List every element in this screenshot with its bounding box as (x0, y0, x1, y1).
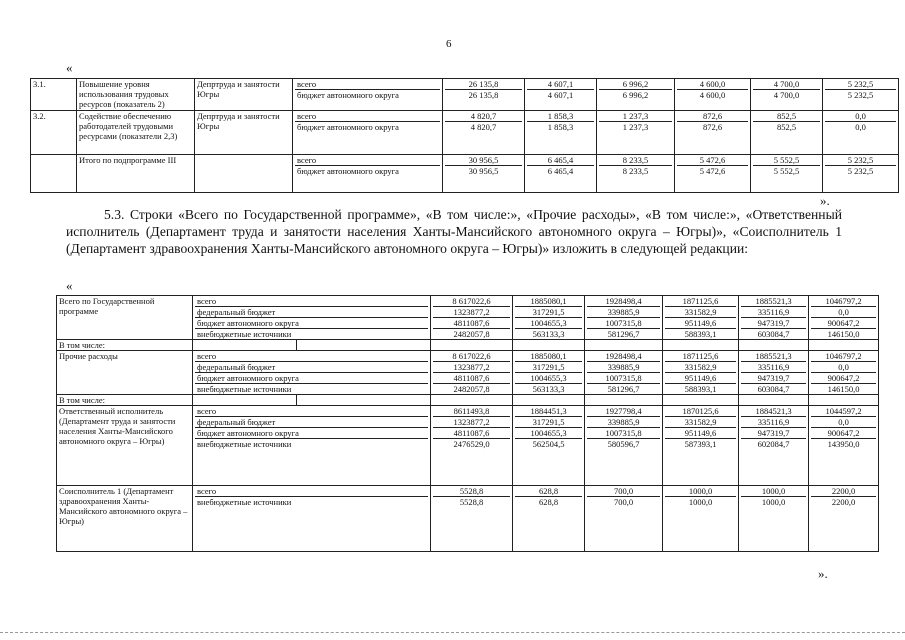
subprogram-table (30, 78, 899, 193)
value-column (809, 296, 879, 340)
value-column (823, 79, 899, 111)
table-row (31, 111, 899, 155)
value-cell: 8 233,5 (622, 166, 649, 176)
value-cell: 1323877,2 (433, 307, 510, 318)
value-cell: 4 607,1 (527, 79, 594, 90)
value-column (675, 155, 751, 193)
value-cell: 4 700,0 (753, 79, 820, 90)
value-cell: 951149,6 (665, 318, 736, 329)
source-label: бюджет автономного округа (297, 90, 399, 100)
value-cell: 5528,8 (433, 486, 510, 497)
value-cell: 0,0 (811, 417, 876, 428)
value-cell: 317291,5 (515, 362, 582, 373)
value-cell: 1007315,8 (587, 373, 660, 384)
value-cell: 1885080,1 (515, 296, 582, 307)
measure-name: Содействие обеспечению работодателей трудовыми ресурсами (показатели 2,3) (77, 111, 195, 155)
value-column (751, 79, 823, 111)
empty-cell (513, 340, 585, 351)
row-label: В том числе: (57, 340, 193, 351)
source-label: всего (195, 296, 428, 307)
value-cell: 700,0 (613, 497, 634, 507)
value-cell: 5 232,5 (847, 90, 874, 100)
executor (195, 155, 293, 193)
row-number: 3.1. (31, 79, 77, 111)
value-column (431, 351, 513, 395)
source-label: федеральный бюджет (195, 417, 428, 428)
value-cell: 30 956,5 (445, 155, 522, 166)
value-cell: 1 237,3 (599, 111, 672, 122)
empty-cell (297, 395, 431, 406)
empty-cell (513, 395, 585, 406)
value-cell: 628,8 (515, 486, 582, 497)
value-cell: 2200,0 (811, 486, 876, 497)
funding-sources (293, 79, 443, 111)
table-row (31, 155, 899, 193)
value-cell: 26 135,8 (445, 79, 522, 90)
value-column (809, 351, 879, 395)
value-cell: 331582,9 (665, 307, 736, 318)
value-cell: 563133,3 (532, 384, 565, 394)
value-cell: 900647,2 (811, 373, 876, 384)
close-quote: ». (820, 193, 830, 208)
value-cell: 700,0 (587, 486, 660, 497)
funding-sources (293, 155, 443, 193)
source-label: всего (195, 486, 428, 497)
measure-name: Повышение уровня использования трудовых ресурсов (показатель 2) (77, 79, 195, 111)
page-number: 6 (446, 38, 452, 50)
value-column (663, 486, 739, 552)
value-cell: 335116,9 (741, 417, 806, 428)
value-cell: 947319,7 (741, 318, 806, 329)
value-column (751, 155, 823, 193)
value-column (431, 296, 513, 340)
source-label: всего (295, 111, 440, 122)
value-cell: 581296,7 (607, 329, 640, 339)
value-cell: 6 996,2 (599, 79, 672, 90)
value-column (443, 155, 525, 193)
open-quote: « (66, 278, 73, 293)
value-cell: 339885,9 (587, 307, 660, 318)
value-cell: 1000,0 (761, 497, 786, 507)
source-label: всего (195, 351, 428, 362)
value-cell: 603084,7 (757, 384, 790, 394)
value-cell: 6 996,2 (622, 90, 649, 100)
value-cell: 143950,0 (827, 439, 860, 449)
value-cell: 872,6 (702, 122, 723, 132)
value-cell: 5 472,6 (677, 155, 748, 166)
source-label: всего (295, 79, 440, 90)
value-cell: 603084,7 (757, 329, 790, 339)
row-label: Соисполнитель 1 (Департамент здравоохранения Ханты-Мансийского автономного округа – Югры) (57, 486, 193, 552)
funding-sources (193, 406, 431, 486)
value-cell: 1004655,3 (515, 428, 582, 439)
row-label: В том числе: (57, 395, 193, 406)
row-number (31, 155, 77, 193)
value-cell: 1000,0 (741, 486, 806, 497)
value-column (675, 111, 751, 155)
empty-cell (739, 395, 809, 406)
value-cell: 6 465,4 (547, 166, 574, 176)
value-cell: 947319,7 (741, 373, 806, 384)
value-column (513, 406, 585, 486)
empty-cell (431, 340, 513, 351)
value-column (739, 406, 809, 486)
value-cell: 852,5 (753, 111, 820, 122)
value-cell: 146150,0 (827, 329, 860, 339)
value-column (525, 111, 597, 155)
source-label: бюджет автономного округа (297, 122, 399, 132)
source-label: всего (195, 406, 428, 417)
row-label: Прочие расходы (57, 351, 193, 395)
value-cell: 1007315,8 (587, 428, 660, 439)
value-cell: 581296,7 (607, 384, 640, 394)
value-cell: 339885,9 (587, 417, 660, 428)
close-quote: ». (818, 566, 828, 581)
program-table (56, 295, 879, 552)
executor: Депртруда и занятости Югры (195, 79, 293, 111)
value-cell: 0,0 (855, 122, 866, 132)
value-cell: 1046797,2 (811, 351, 876, 362)
source-label: федеральный бюджет (195, 307, 428, 318)
value-cell: 5 232,5 (825, 79, 896, 90)
value-cell: 1871125,6 (665, 351, 736, 362)
value-cell: 1007315,8 (587, 318, 660, 329)
value-cell: 900647,2 (811, 318, 876, 329)
value-column (739, 486, 809, 552)
value-column (513, 296, 585, 340)
value-column (751, 111, 823, 155)
value-cell: 1884521,3 (741, 406, 806, 417)
value-column (431, 406, 513, 486)
source-label: всего (295, 155, 440, 166)
table-row (57, 406, 879, 486)
measure-name: Итого по подпрограмме III (77, 155, 195, 193)
value-cell: 628,8 (538, 497, 559, 507)
value-cell: 1 237,3 (622, 122, 649, 132)
value-column (585, 406, 663, 486)
value-column (823, 111, 899, 155)
empty-cell (431, 395, 513, 406)
row-label: Ответственный исполнитель (Департамент труда и занятости населения Ханты-Мансийского автономного округа – Югры) (57, 406, 193, 486)
value-column (663, 406, 739, 486)
funding-sources (293, 111, 443, 155)
value-cell: 0,0 (825, 111, 896, 122)
value-cell: 562504,5 (532, 439, 565, 449)
source-label: бюджет автономного округа (195, 318, 428, 329)
value-cell: 317291,5 (515, 417, 582, 428)
value-cell: 8611493,8 (433, 406, 510, 417)
value-cell: 1000,0 (688, 497, 713, 507)
empty-cell (739, 340, 809, 351)
table-row (57, 486, 879, 552)
value-cell: 335116,9 (741, 362, 806, 373)
source-label: внебюджетные источники (197, 439, 292, 449)
value-cell: 317291,5 (515, 307, 582, 318)
empty-cell (809, 395, 879, 406)
table-row (57, 351, 879, 395)
empty-cell (663, 395, 739, 406)
empty-cell (663, 340, 739, 351)
value-cell: 8 617022,6 (433, 296, 510, 307)
value-cell: 4811087,6 (433, 373, 510, 384)
value-cell: 5528,8 (459, 497, 484, 507)
value-cell: 951149,6 (665, 373, 736, 384)
value-cell: 1871125,6 (665, 296, 736, 307)
value-cell: 335116,9 (741, 307, 806, 318)
source-label: внебюджетные источники (197, 497, 292, 507)
value-column (809, 486, 879, 552)
funding-sources (193, 351, 431, 395)
value-cell: 0,0 (811, 307, 876, 318)
value-cell: 1885080,1 (515, 351, 582, 362)
open-quote: « (66, 60, 73, 75)
value-column (513, 486, 585, 552)
row-number: 3.2. (31, 111, 77, 155)
value-cell: 1004655,3 (515, 318, 582, 329)
value-cell: 602084,7 (757, 439, 790, 449)
value-cell: 6 465,4 (527, 155, 594, 166)
value-column (525, 79, 597, 111)
value-cell: 146150,0 (827, 384, 860, 394)
value-cell: 5 232,5 (825, 155, 896, 166)
empty-cell (809, 340, 879, 351)
funding-sources (193, 296, 431, 340)
value-column (443, 79, 525, 111)
executor: Депртруда и занятости Югры (195, 111, 293, 155)
value-cell: 852,5 (776, 122, 797, 132)
value-cell: 2482057,8 (453, 384, 490, 394)
empty-cell (193, 395, 297, 406)
source-label: бюджет автономного округа (297, 166, 399, 176)
value-cell: 588393,1 (684, 329, 717, 339)
empty-cell (297, 340, 431, 351)
value-cell: 2200,0 (831, 497, 856, 507)
value-cell: 4 607,1 (547, 90, 574, 100)
value-cell: 1 858,3 (547, 122, 574, 132)
value-column (597, 155, 675, 193)
source-label: бюджет автономного округа (195, 373, 428, 384)
source-label: федеральный бюджет (195, 362, 428, 373)
value-cell: 900647,2 (811, 428, 876, 439)
value-column (585, 351, 663, 395)
value-cell: 4 700,0 (773, 90, 800, 100)
value-cell: 4 820,7 (470, 122, 497, 132)
value-cell: 872,6 (677, 111, 748, 122)
value-cell: 8 233,5 (599, 155, 672, 166)
source-label: внебюджетные источники (197, 384, 292, 394)
value-cell: 4 600,0 (677, 79, 748, 90)
value-cell: 1004655,3 (515, 373, 582, 384)
value-cell: 1928498,4 (587, 296, 660, 307)
value-cell: 1884451,3 (515, 406, 582, 417)
value-cell: 5 472,6 (699, 166, 726, 176)
value-cell: 1323877,2 (433, 362, 510, 373)
value-cell: 1870125,6 (665, 406, 736, 417)
value-cell: 339885,9 (587, 362, 660, 373)
value-cell: 1044597,2 (811, 406, 876, 417)
value-column (739, 351, 809, 395)
value-column (431, 486, 513, 552)
value-column (823, 155, 899, 193)
amendment-paragraph: 5.3. Строки «Всего по Государственной программе», «В том числе:», «Прочие расходы», «В том числе:», «Ответственный исполнитель (Департамент труда и занятости населения Ханты-Мансийского автономного округа – Югры)», «Соисполнитель 1 (Департамент здравоохранения Ханты-Мансийского автономного округа – Югры)» изложить в следующей редакции: (66, 207, 842, 256)
value-cell: 26 135,8 (468, 90, 499, 100)
table-row (57, 340, 879, 351)
empty-cell (193, 340, 297, 351)
value-cell: 5 232,5 (847, 166, 874, 176)
value-cell: 4811087,6 (433, 428, 510, 439)
value-cell: 5 552,5 (773, 166, 800, 176)
table-row (57, 395, 879, 406)
source-label: внебюджетные источники (197, 329, 292, 339)
value-cell: 947319,7 (741, 428, 806, 439)
scan-edge (0, 632, 905, 633)
value-cell: 580596,7 (607, 439, 640, 449)
value-cell: 2476529,0 (453, 439, 490, 449)
table-row (57, 296, 879, 340)
row-label: Всего по Государственной программе (57, 296, 193, 340)
value-cell: 30 956,5 (468, 166, 499, 176)
value-cell: 587393,1 (684, 439, 717, 449)
source-label: бюджет автономного округа (195, 428, 428, 439)
value-column (513, 351, 585, 395)
value-cell: 1323877,2 (433, 417, 510, 428)
value-column (597, 111, 675, 155)
value-column (809, 406, 879, 486)
empty-cell (585, 395, 663, 406)
value-cell: 1046797,2 (811, 296, 876, 307)
value-cell: 1928498,4 (587, 351, 660, 362)
value-cell: 951149,6 (665, 428, 736, 439)
value-column (739, 296, 809, 340)
value-cell: 4 820,7 (445, 111, 522, 122)
value-column (597, 79, 675, 111)
empty-cell (585, 340, 663, 351)
funding-sources (193, 486, 431, 552)
value-cell: 1000,0 (665, 486, 736, 497)
value-cell: 8 617022,6 (433, 351, 510, 362)
value-column (663, 296, 739, 340)
value-cell: 2482057,8 (453, 329, 490, 339)
value-column (443, 111, 525, 155)
value-column (585, 486, 663, 552)
value-column (675, 79, 751, 111)
value-cell: 331582,9 (665, 362, 736, 373)
value-cell: 331582,9 (665, 417, 736, 428)
value-column (663, 351, 739, 395)
value-cell: 588393,1 (684, 384, 717, 394)
value-cell: 5 552,5 (753, 155, 820, 166)
value-cell: 1885521,3 (741, 351, 806, 362)
value-cell: 0,0 (811, 362, 876, 373)
value-column (585, 296, 663, 340)
value-column (525, 155, 597, 193)
value-cell: 1927798,4 (587, 406, 660, 417)
value-cell: 563133,3 (532, 329, 565, 339)
value-cell: 4811087,6 (433, 318, 510, 329)
value-cell: 1885521,3 (741, 296, 806, 307)
table-row (31, 79, 899, 111)
value-cell: 1 858,3 (527, 111, 594, 122)
value-cell: 4 600,0 (699, 90, 726, 100)
